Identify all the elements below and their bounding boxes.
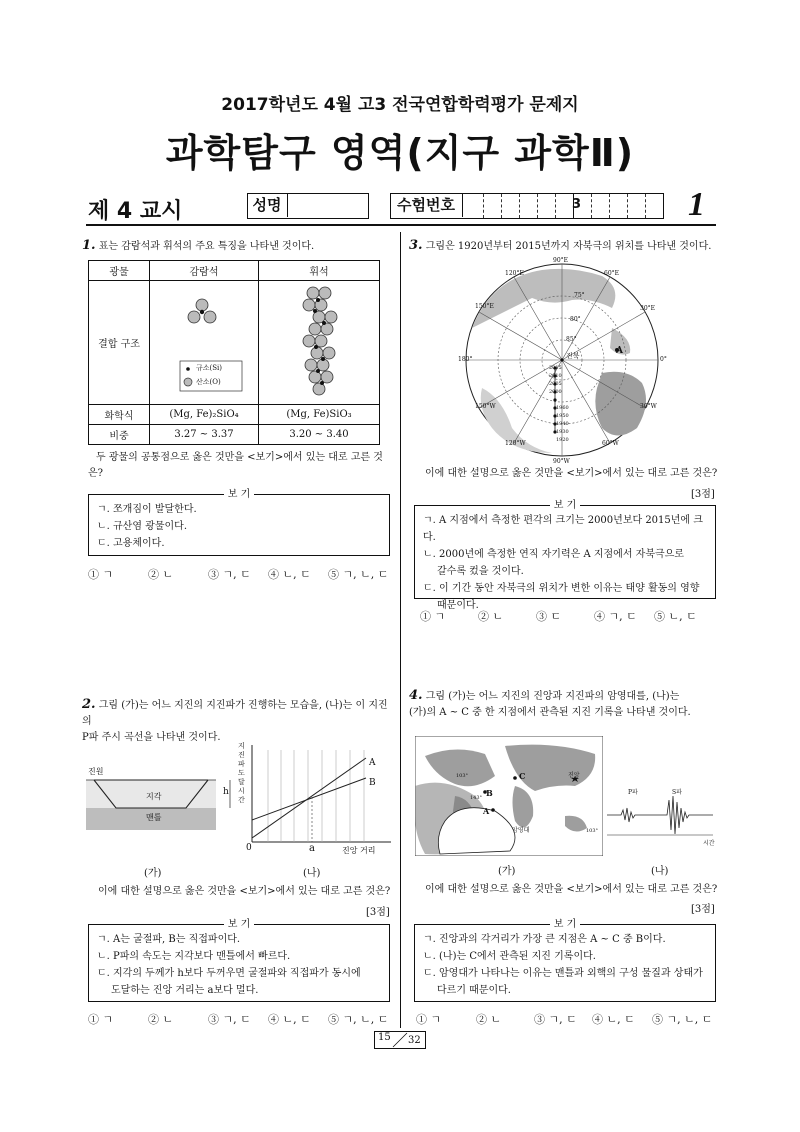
q4-angle-143: 143° [470, 795, 483, 801]
q4-caption-ga: (가) [498, 866, 516, 877]
q4-choice-4[interactable]: ④ ㄴ, ㄷ [592, 1013, 635, 1026]
q2-stem [82, 697, 392, 746]
q1-bogi-title: 보 기 [224, 489, 255, 500]
q4-point-A: A [483, 806, 490, 816]
q3-choice-4[interactable]: ④ ㄱ, ㄷ [594, 610, 637, 623]
exam-title: 2017학년도 4월 고3 전국연합학력평가 문제지 [221, 95, 579, 115]
q1-th-pyroxene: 휘석 [259, 261, 380, 281]
q4-time-label: 시간 [703, 840, 715, 847]
q1-bogi-item: ㄷ. 고용체이다. [97, 538, 165, 549]
q4-caption-na: (나) [651, 866, 669, 877]
name-label: 성명 [247, 193, 288, 217]
q2-bogi-item: ㄴ. P파의 속도는 지각보다 맨틀에서 빠르다. [97, 951, 291, 962]
q1-question: 두 광물의 공통점으로 옳은 것만을 <보기>에서 있는 대로 고른 것은? [88, 452, 383, 479]
q4-angle-103a: 103° [456, 773, 469, 779]
q2-choice-2[interactable]: ② ㄴ [148, 1013, 174, 1026]
q3-year: 2015 [549, 365, 562, 371]
header-divider [86, 224, 716, 226]
q3-label-150W: 150°W [475, 403, 496, 410]
q1-text: 표는 감람석과 휘석의 주요 특징을 나타낸 것이다. [98, 241, 315, 252]
q3-label-lat75: 75° [574, 292, 585, 299]
q3-label-point-A: A [616, 346, 623, 356]
q3-bogi-item: 때문이다. [437, 600, 479, 611]
q1-table [88, 260, 380, 445]
q2-number: 2. [82, 697, 96, 712]
q4-bogi-title: 보 기 [550, 919, 581, 930]
q3-year: 1940 [556, 421, 569, 427]
q2-crust-label: 지각 [146, 792, 162, 801]
q3-choice-2[interactable]: ② ㄴ [478, 610, 504, 623]
page-total: 32 [408, 1035, 421, 1046]
q3-label-120W: 120°W [505, 440, 526, 447]
q2-bogi-item: ㄷ. 지각의 두께가 h보다 두꺼우면 굴절파와 직접파가 동시에 [97, 968, 361, 979]
q4-world-map [415, 736, 603, 856]
q3-year: 2000 [549, 389, 562, 395]
q4-text2: (가)의 A ~ C 중 한 지점에서 관측된 지진 기록을 나타낸 것이다. [409, 707, 691, 718]
q3-label-150E: 150°E [475, 303, 494, 310]
q1-choice-5[interactable]: ⑤ ㄱ, ㄴ, ㄷ [328, 568, 389, 581]
q3-choice-5[interactable]: ⑤ ㄴ, ㄷ [654, 610, 697, 623]
pyroxene-structure-diagram [269, 283, 369, 399]
q4-bogi-item: ㄷ. 암영대가 나타나는 이유는 맨틀과 외핵의 구성 물질과 상태가 [423, 968, 703, 979]
q2-text2: P파 주시 곡선을 나타낸 것이다. [82, 732, 221, 743]
q2-choice-4[interactable]: ④ ㄴ, ㄷ [268, 1013, 311, 1026]
subject-title: 과학탐구 영역(지구 과학Ⅱ) [165, 131, 635, 175]
q2-caption-ga: (가) [144, 868, 162, 879]
q3-label-60W: 60°W [602, 440, 619, 447]
q4-choice-2[interactable]: ② ㄴ [476, 1013, 502, 1026]
q3-label-180: 180° [458, 356, 473, 363]
q2-text1: 그림 (가)는 어느 지진의 지진파가 진행하는 모습을, (나)는 이 지진의 [82, 700, 388, 727]
q4-choice-5[interactable]: ⑤ ㄱ, ㄴ, ㄷ [652, 1013, 713, 1026]
q3-bogi [414, 500, 716, 611]
q3-stem [409, 238, 719, 255]
q3-bogi-item: ㄷ. 이 기간 동안 자북극의 위치가 변한 이유는 태양 활동의 영향 [423, 583, 700, 594]
page-current: 15 [378, 1032, 391, 1043]
q2-bogi-item: ㄱ. A는 굴절파, B는 직접파이다. [97, 934, 241, 945]
q3-choices [420, 608, 720, 624]
q3-label-lat85: 85° [566, 336, 577, 343]
q3-bogi-item: 갈수록 컸을 것이다. [437, 566, 524, 577]
q2-a-label: a [309, 843, 315, 854]
q3-question: 이에 대한 설명으로 옳은 것만을 <보기>에서 있는 대로 고른 것은? [425, 468, 718, 479]
page-mark: 1 [688, 186, 705, 223]
q2-h-label: h [223, 787, 229, 797]
q4-seismogram [607, 790, 717, 840]
q4-s-wave-label: S파 [672, 789, 682, 796]
q1-pyroxene-structure [259, 281, 380, 405]
q2-caption-na: (나) [303, 868, 321, 879]
legend-o: 산소(O) [196, 378, 221, 386]
q3-year: 2010 [549, 373, 562, 379]
q1-structure-label: 결합 구조 [89, 281, 150, 405]
q4-stem [409, 688, 721, 721]
q1-number: 1. [82, 238, 96, 253]
q3-label-60E: 60°E [604, 270, 620, 277]
column-divider [400, 232, 401, 1028]
q3-bogi-item: ㄱ. A 지점에서 측정한 편각의 크기는 2000년보다 2015년에 크다. [423, 515, 703, 543]
q3-label-30E: 30°E [640, 305, 656, 312]
q2-bogi-title: 보 기 [224, 919, 255, 930]
q2-choice-5[interactable]: ⑤ ㄱ, ㄴ, ㄷ [328, 1013, 389, 1026]
q3-year: 1920 [556, 437, 569, 443]
q1-formula-olivine: (Mg, Fe)₂SiO₄ [150, 405, 259, 425]
q3-choice-1[interactable]: ① ㄱ [420, 610, 446, 623]
q3-label-lat80: 80° [570, 316, 581, 323]
q1-choices [88, 566, 398, 582]
q1-formula-label: 화학식 [89, 405, 150, 425]
q3-label-true-north: 진북 [566, 352, 580, 360]
q1-stem [82, 238, 392, 255]
q3-year: 1950 [556, 413, 569, 419]
q1-th-olivine: 감람석 [150, 261, 259, 281]
period-label: 제 4 교시 [88, 199, 183, 224]
exam-number-label: 수험번호 [390, 193, 463, 217]
q4-bogi-item: ㄱ. 진앙과의 각거리가 가장 큰 지점은 A ~ C 중 B이다. [423, 934, 666, 945]
q3-bogi-item: ㄴ. 2000년에 측정한 연직 자기력은 A 지점에서 자북극으로 [423, 549, 684, 560]
q2-score: [3점] [366, 907, 390, 918]
q3-score: [3점] [691, 489, 715, 500]
q3-choice-3[interactable]: ③ ㄷ [536, 610, 562, 623]
q4-choices [416, 1011, 721, 1027]
q2-line-B-label: B [369, 778, 376, 788]
q1-bogi [88, 489, 390, 556]
q4-shadow-zone-label: 암영대 [512, 827, 530, 834]
q2-choice-1[interactable]: ① ㄱ [88, 1013, 114, 1026]
q2-line-A-label: A [369, 758, 376, 768]
q2-choices [88, 1011, 398, 1027]
q1-formula-pyroxene: (Mg, Fe)SiO₃ [259, 405, 380, 425]
q1-olivine-structure [150, 281, 259, 405]
q4-question: 이에 대한 설명으로 옳은 것만을 <보기>에서 있는 대로 고른 것은? [425, 884, 718, 895]
q4-choice-1[interactable]: ① ㄱ [416, 1013, 442, 1026]
q3-label-90E: 90°E [553, 257, 569, 264]
q3-text: 그림은 1920년부터 2015년까지 자북극의 위치를 나타낸 것이다. [425, 241, 712, 252]
q1-density-pyroxene: 3.20 ~ 3.40 [259, 425, 380, 445]
q1-choice-3[interactable]: ③ ㄱ, ㄷ [208, 568, 251, 581]
q2-bogi [88, 919, 390, 1002]
q4-bogi-item: 다르기 때문이다. [437, 985, 511, 996]
q3-year: 2005 [549, 381, 562, 387]
q2-y-axis-label: 지진파 도달 시간 [238, 742, 245, 804]
q1-density-olivine: 3.27 ~ 3.37 [150, 425, 259, 445]
q4-point-B: B [486, 788, 493, 798]
q2-question: 이에 대한 설명으로 옳은 것만을 <보기>에서 있는 대로 고른 것은? [98, 886, 391, 897]
q4-score: [3점] [691, 904, 715, 915]
q2-bogi-item: 도달하는 진앙 거리는 a보다 멀다. [111, 985, 259, 996]
q2-mantle-label: 맨틀 [146, 813, 162, 822]
q3-label-30W: 30°W [640, 403, 657, 410]
q2-x-axis-label: 진앙 거리 [342, 846, 376, 855]
q3-year: 1960 [556, 405, 569, 411]
q1-bogi-item: ㄱ. 쪼개짐이 발달한다. [97, 504, 197, 515]
q1-bogi-item: ㄴ. 규산염 광물이다. [97, 521, 187, 532]
exam-number-digit: 3 [572, 197, 582, 212]
q1-choice-2[interactable]: ② ㄴ [148, 568, 174, 581]
page-number-box [374, 1031, 426, 1049]
q3-bogi-title: 보 기 [550, 500, 581, 511]
q4-bogi [414, 919, 716, 1002]
q2-origin-label: 0 [246, 843, 252, 853]
q4-number: 4. [409, 688, 423, 703]
q2-choice-3[interactable]: ③ ㄱ, ㄷ [208, 1013, 251, 1026]
q1-th-mineral: 광물 [89, 261, 150, 281]
q1-density-label: 비중 [89, 425, 150, 445]
q4-point-C: C [519, 771, 526, 781]
q4-choice-3[interactable]: ③ ㄱ, ㄷ [534, 1013, 577, 1026]
q3-number: 3. [409, 238, 423, 253]
q4-text1: 그림 (가)는 어느 지진의 진앙과 지진파의 암영대를, (나)는 [425, 691, 680, 702]
q3-label-120E: 120°E [505, 270, 524, 277]
q4-p-wave-label: P파 [628, 789, 638, 796]
q1-choice-4[interactable]: ④ ㄴ, ㄷ [268, 568, 311, 581]
q3-label-90W: 90°W [553, 458, 570, 465]
q1-choice-1[interactable]: ① ㄱ [88, 568, 114, 581]
q4-bogi-item: ㄴ. (나)는 C에서 관측된 지진 기록이다. [423, 951, 596, 962]
q4-angle-103b: 103° [586, 828, 599, 834]
q4-epicenter-label: 진앙 [568, 772, 580, 779]
legend-si: 규소(Si) [196, 364, 223, 372]
q3-year: 1930 [556, 429, 569, 435]
q2-epicenter-label: 진원 [88, 767, 104, 776]
q3-label-0: 0° [660, 356, 667, 363]
